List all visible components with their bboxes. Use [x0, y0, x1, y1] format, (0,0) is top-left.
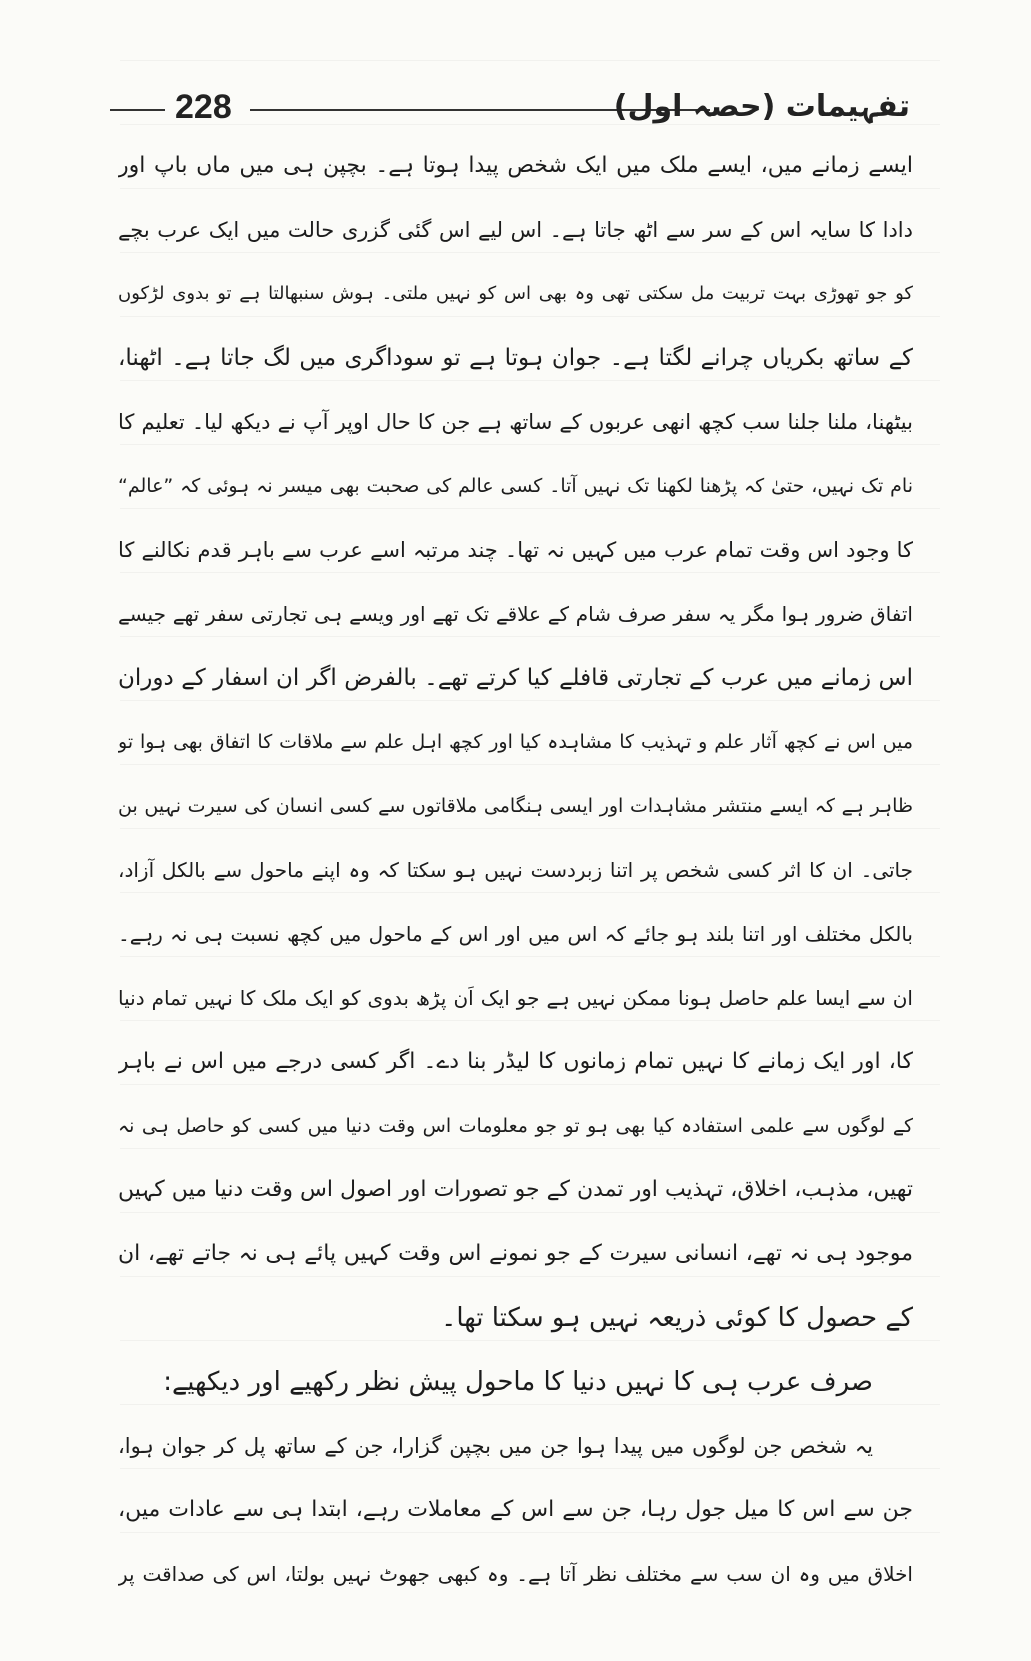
text-line: ظاہر ہے کہ ایسے منتشر مشاہدات اور ایسی ہنگامی ملاقاتوں سے کسی انسان کی سیرت نہیں بن — [118, 795, 913, 817]
text-line: میں اس نے کچھ آثار علم و تہذیب کا مشاہدہ کیا اور کچھ اہل علم سے ملاقات کا اتفاق بھی ہوا تو — [118, 731, 913, 753]
text-line: بالکل مختلف اور اتنا بلند ہو جائے کہ اس میں اور اس کے ماحول میں کچھ نسبت ہی نہ رہے۔ — [118, 922, 913, 946]
text-line: کا، اور ایک زمانے کا نہیں تمام زمانوں کا لیڈر بنا دے۔ اگر کسی درجے میں اس نے باہر — [118, 1049, 913, 1074]
text-line: کے ساتھ بکریاں چرانے لگتا ہے۔ جوان ہوتا ہے تو سوداگری میں لگ جاتا ہے۔ اٹھنا، — [118, 345, 913, 371]
text-line: ایسے زمانے میں، ایسے ملک میں ایک شخص پیدا ہوتا ہے۔ بچپن ہی میں ماں باپ اور — [118, 153, 913, 178]
text-line: اس زمانے میں عرب کے تجارتی قافلے کیا کرتے تھے۔ بالفرض اگر ان اسفار کے دوران — [118, 665, 913, 691]
book-title: تفہیمات (حصہ اول) — [613, 89, 910, 124]
text-line: اتفاق ضرور ہوا مگر یہ سفر صرف شام کے علاقے تک تھے اور ویسے ہی تجارتی سفر تھے جیسے — [118, 602, 913, 626]
text-line: موجود ہی نہ تھے، انسانی سیرت کے جو نمونے اس وقت کہیں پائے ہی نہ جاتے تھے، ان — [118, 1241, 913, 1266]
header-rule-left — [110, 109, 165, 111]
text-line: کے لوگوں سے علمی استفادہ کیا بھی ہو تو جو معلومات اس وقت دنیا میں کسی کو حاصل ہی نہ — [118, 1115, 913, 1137]
text-line-heading: صرف عرب ہی کا نہیں دنیا کا ماحول پیش نظر رکھیے اور دیکھیے: — [163, 1367, 873, 1397]
text-line: نام تک نہیں، حتیٰ کہ پڑھنا لکھنا تک نہیں آتا۔ کسی عالم کی صحبت بھی میسر نہ ہوئی کہ ”عالم“ — [118, 475, 913, 497]
text-line: دادا کا سایہ اس کے سر سے اٹھ جاتا ہے۔ اس لیے اس گئی گزری حالت میں ایک عرب بچے — [118, 218, 913, 242]
text-line: یہ شخص جن لوگوں میں پیدا ہوا جن میں بچپن گزارا، جن کے ساتھ پل کر جوان ہوا، — [118, 1434, 873, 1458]
text-line: کو جو تھوڑی بہت تربیت مل سکتی تھی وہ بھی اس کو نہیں ملتی۔ ہوش سنبھالتا ہے تو بدوی لڑکوں — [118, 283, 913, 304]
page-header — [110, 82, 910, 132]
text-line: جاتی۔ ان کا اثر کسی شخص پر اتنا زبردست نہیں ہو سکتا کہ وہ اپنے ماحول سے بالکل آزاد، — [118, 858, 913, 882]
body-text — [118, 134, 913, 1606]
text-line: تھیں، مذہب، اخلاق، تہذیب اور تمدن کے جو تصورات اور اصول اس وقت دنیا میں کہیں — [118, 1177, 913, 1202]
text-line: بیٹھنا، ملنا جلنا سب کچھ انھی عربوں کے ساتھ ہے جن کا حال اوپر آپ نے دیکھ لیا۔ تعلیم کا — [118, 410, 913, 434]
text-line: کا وجود اس وقت تمام عرب میں کہیں نہ تھا۔ چند مرتبہ اسے عرب سے باہر قدم نکالنے کا — [118, 538, 913, 562]
text-line: ان سے ایسا علم حاصل ہونا ممکن نہیں ہے جو ایک اَن پڑھ بدوی کو ایک ملک کا نہیں تمام دنیا — [118, 986, 913, 1010]
page-number: 228 — [175, 88, 232, 126]
text-line-last: کے حصول کا کوئی ذریعہ نہیں ہو سکتا تھا۔ — [441, 1303, 913, 1333]
text-line: جن سے اس کا میل جول رہا، جن سے اس کے معاملات رہے، ابتدا ہی سے عادات میں، — [118, 1497, 913, 1522]
text-line: اخلاق میں وہ ان سب سے مختلف نظر آتا ہے۔ وہ کبھی جھوٹ نہیں بولتا، اس کی صداقت پر — [118, 1562, 913, 1586]
